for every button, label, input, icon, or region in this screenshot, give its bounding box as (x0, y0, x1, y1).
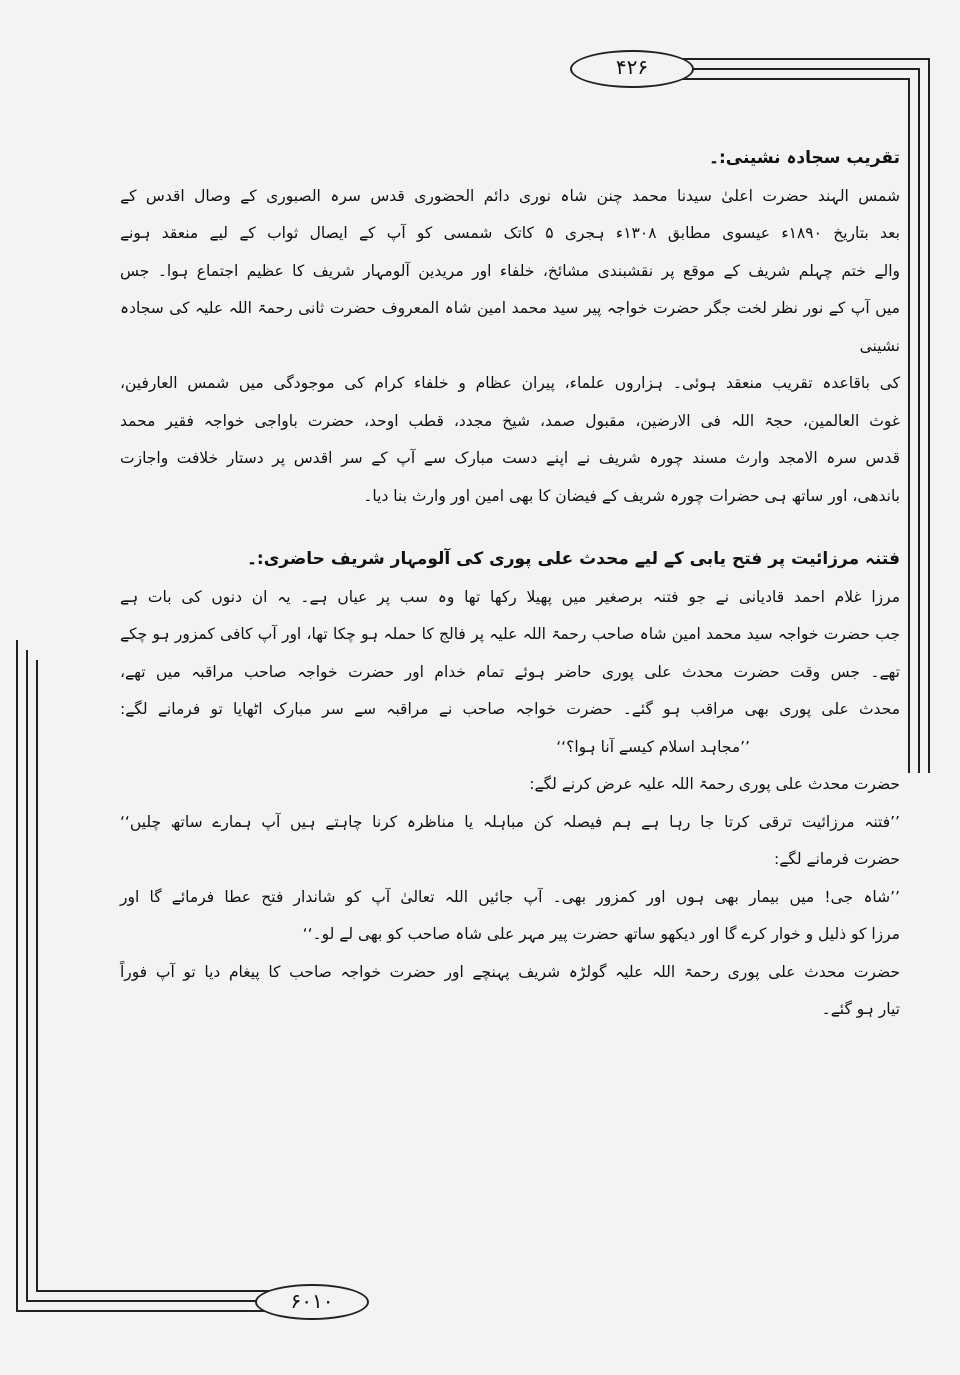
paragraph-line: حضرت محدث علی پوری رحمۃ اللہ علیہ عرض کرنے لگے: (529, 775, 900, 793)
quote-line: ’’فتنہ مرزائیت ترقی کرتا جا رہا ہے ہم فیصلہ کن مباہلہ یا مناظرہ کرنا چاہتے ہیں آپ ہمارے ساتھ چلیں‘‘ (120, 812, 900, 831)
paragraph-line: غوث العالمین، حجۃ اللہ فی الارضین، مقبول صمد، شیخ مجدد، قطب اوحد، حضرت باواجی خواجہ فقیر محمد (120, 411, 900, 430)
paragraph-line: باندھی، اور ساتھ ہی حضرات چورہ شریف کے فیضان کا بھی امین اور وارث بنا دیا۔ (363, 486, 900, 505)
frame-line (908, 78, 910, 773)
paragraph-line: کی باقاعدہ تقریب منعقد ہوئی۔ ہزاروں علماء، پیران عظام و خلفاء کرام کی موجودگی میں شمس العارفین، (120, 374, 900, 392)
paragraph-line: حضرت فرمانے لگے: (774, 850, 900, 868)
paragraph-line: والے ختم چہلم شریف کے موقع پر نقشبندی مشائخ، خلفاء اور مریدین آلومہار شریف کا عظیم اجتماع ہوا۔ جس (120, 261, 900, 280)
page-body (120, 140, 900, 1029)
paragraph-line: جب حضرت خواجہ سید محمد امین شاہ صاحب رحمۃ اللہ علیہ پر فالج کا حملہ ہو چکا تھا، اور آپ کافی کمزور ہو چکے (120, 625, 900, 643)
paragraph-line: میں آپ کے نور نظر لخت جگر حضرت خواجہ پیر سید محمد امین شاہ المعروف حضرت ثانی رحمۃ اللہ علیہ کی سجادہ نشینی (120, 299, 900, 355)
quote-line: ’’شاہ جی! میں بیمار بھی ہوں اور کمزور بھی۔ آپ جائیں اللہ تعالیٰ آپ کو شاندار فتح عطا فرمائے گا اور (120, 887, 900, 906)
frame-line (36, 660, 38, 1292)
paragraph-line: محدث علی پوری بھی مراقب ہو گئے۔ حضرت خواجہ صاحب نے مراقبہ سے سر مبارک اٹھایا تو فرمانے لگے: (120, 700, 900, 718)
quote-line: ’’مجاہد اسلام کیسے آنا ہوا؟‘‘ (556, 737, 750, 756)
frame-line (928, 58, 930, 773)
quote-line: مرزا کو ذلیل و خوار کرے گا اور دیکھو ساتھ حضرت پیر مہر علی شاہ صاحب کو بھی لے لو۔‘‘ (302, 925, 900, 943)
paragraph-line: بعد بتاریخ ۱۸۹۰ء عیسوی مطابق ۱۳۰۸ء ہجری ۵ کاتک شمسی کو آپ کے ایصال ثواب کے لیے منعقد ہونے (120, 224, 900, 242)
paragraph-line: تیار ہو گئے۔ (821, 1000, 900, 1018)
frame-line (918, 68, 920, 773)
frame-line (26, 650, 28, 1302)
page-number-bottom: ۶۰۱۰ (255, 1284, 369, 1320)
paragraph-line: حضرت محدث علی پوری رحمۃ اللہ علیہ گولڑہ شریف پہنچے اور حضرت خواجہ صاحب کا پیغام دیا تو آپ فوراً (120, 962, 900, 981)
paragraph-line: مرزا غلام احمد قادیانی نے جو فتنہ برصغیر میں پھیلا رکھا تھا وہ سب پر عیاں ہے۔ یہ ان دنوں کی بات ہے (120, 587, 900, 606)
section-heading: فتنہ مرزائیت پر فتح یابی کے لیے محدث علی پوری کی آلومہار شریف حاضری:۔ (246, 549, 900, 569)
frame-line (16, 640, 18, 1312)
paragraph-line: قدس سرہ الامجد وارث مسند چورہ شریف نے اپنے دست مبارک سے آپ کے سر اقدس پر دستار خلافت واجازت (120, 449, 900, 467)
page-number-top: ۴۲۶ (570, 50, 694, 88)
paragraph-line: تھے۔ جس وقت حضرت محدث علی پوری حاضر ہوئے تمام خدام اور حضرت خواجہ صاحب مراقبہ میں تھے، (120, 662, 900, 681)
paragraph-line: شمس الہند حضرت اعلیٰ سیدنا محمد چنن شاہ نوری دائم الحضوری قدس سرہ الصبوری کے وصال اقدس کے (120, 186, 900, 205)
section-heading: تقریب سجادہ نشینی:۔ (709, 148, 900, 168)
